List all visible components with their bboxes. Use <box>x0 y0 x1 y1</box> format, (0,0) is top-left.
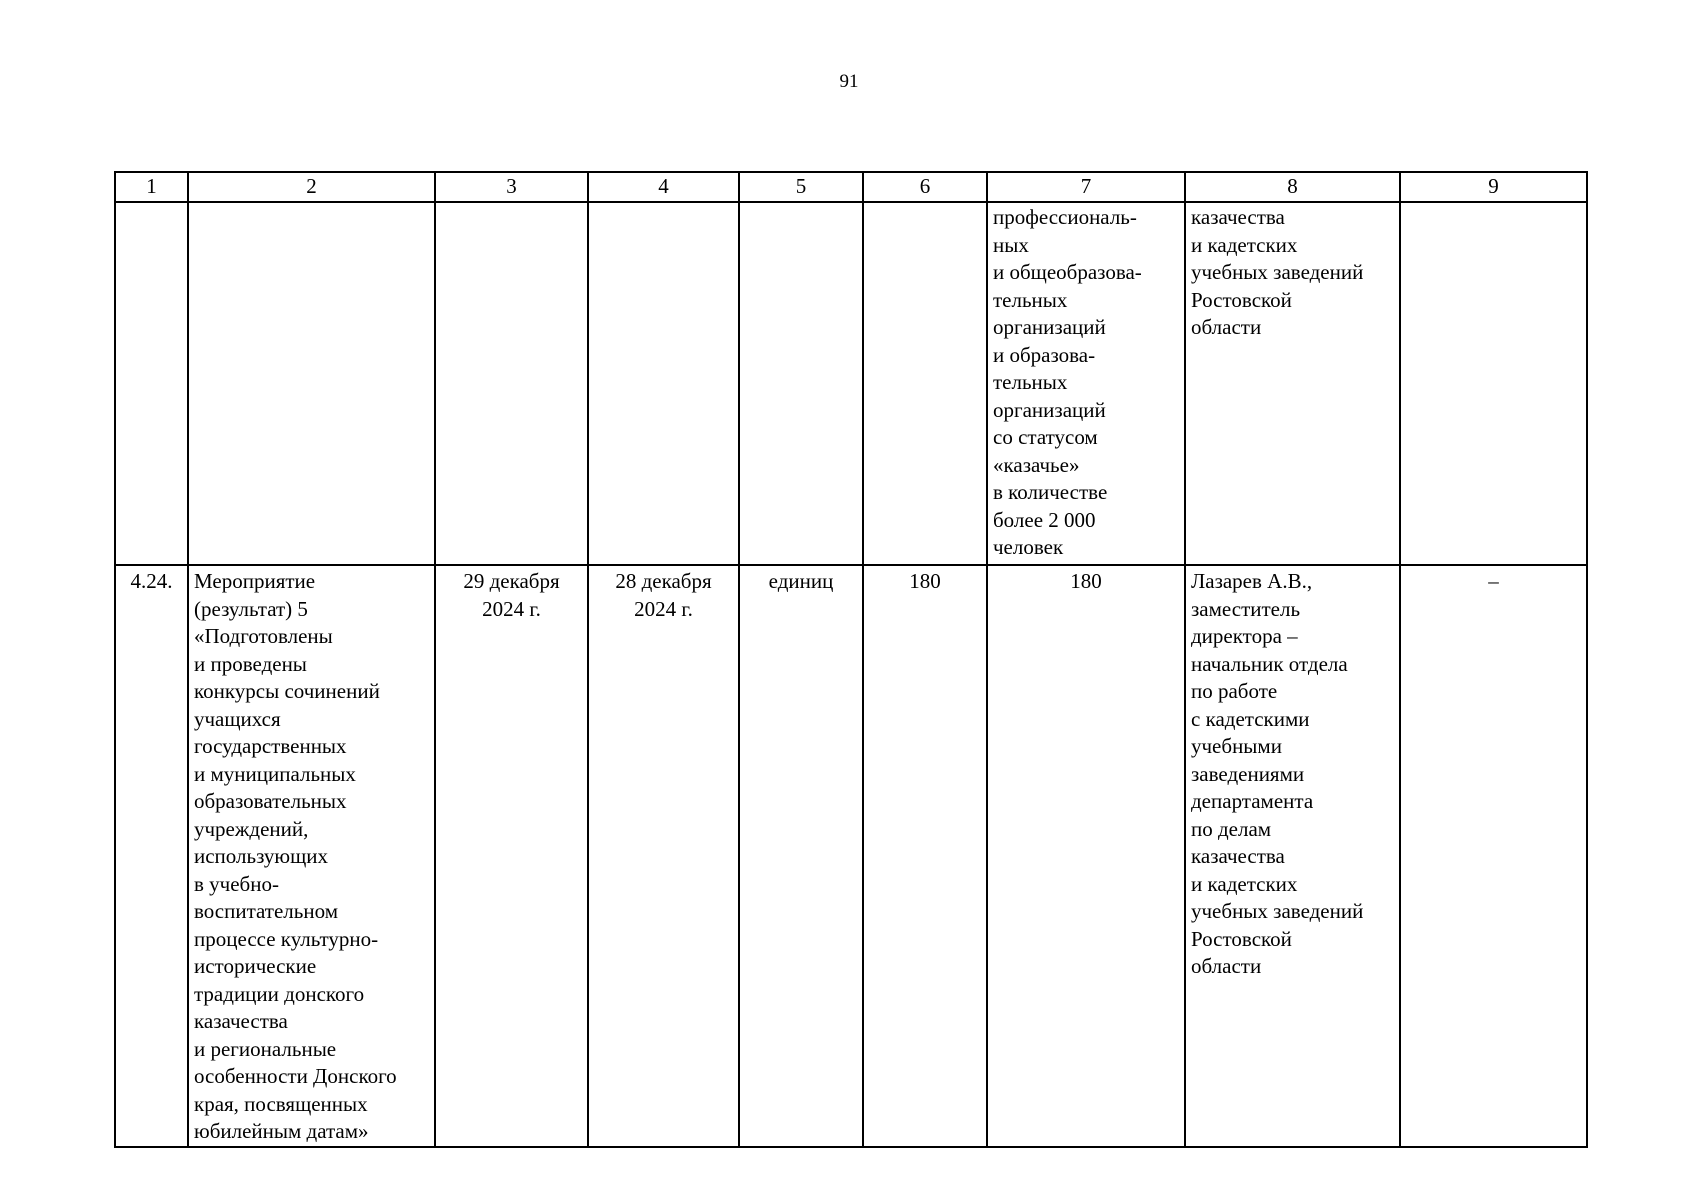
unit-cell: единиц <box>739 565 863 1147</box>
note-cell <box>1400 202 1587 565</box>
planned-date-cell <box>435 202 588 565</box>
actual-value-cell: профессиональ- ных и общеобразова- тельных организаций и образова- тельных организаций со статусом «казачье» в количестве более 2 000 человек <box>987 202 1185 565</box>
actual-value-cell: 180 <box>987 565 1185 1147</box>
column-number-header: 2 <box>188 172 435 202</box>
column-number-header: 3 <box>435 172 588 202</box>
unit-cell <box>739 202 863 565</box>
column-number-header: 7 <box>987 172 1185 202</box>
item-number-cell: 4.24. <box>115 565 188 1147</box>
planned-value-cell <box>863 202 987 565</box>
actual-date-cell <box>588 202 739 565</box>
column-number-header: 1 <box>115 172 188 202</box>
column-number-header: 6 <box>863 172 987 202</box>
table-row-continuation <box>115 202 1587 565</box>
responsible-cell: Лазарев А.В., заместитель директора – начальник отдела по работе с кадетскими учебными заведениями департамента по делам казачества и кадетских учебных заведений Ростовской области <box>1185 565 1400 1147</box>
column-number-row <box>115 172 1587 202</box>
column-number-header: 9 <box>1400 172 1587 202</box>
responsible-cell: казачества и кадетских учебных заведений Ростовской области <box>1185 202 1400 565</box>
note-cell: – <box>1400 565 1587 1147</box>
event-name-cell: Мероприятие (результат) 5 «Подготовлены и проведены конкурсы сочинений учащихся государственных и муниципальных образовательных учреждений, использующих в учебно- воспитательном процессе культурно- исторические традиции донского казачества и региональные особенности Донского края, посвященных юбилейным датам» <box>188 565 435 1147</box>
planned-value-cell: 180 <box>863 565 987 1147</box>
planned-date-cell: 29 декабря 2024 г. <box>435 565 588 1147</box>
actual-date-cell: 28 декабря 2024 г. <box>588 565 739 1147</box>
column-number-header: 8 <box>1185 172 1400 202</box>
page-number: 91 <box>839 71 859 92</box>
plan-table <box>114 171 1588 1148</box>
item-number-cell <box>115 202 188 565</box>
column-number-header: 5 <box>739 172 863 202</box>
event-name-cell <box>188 202 435 565</box>
column-number-header: 4 <box>588 172 739 202</box>
table-row-4-24 <box>115 565 1587 1147</box>
